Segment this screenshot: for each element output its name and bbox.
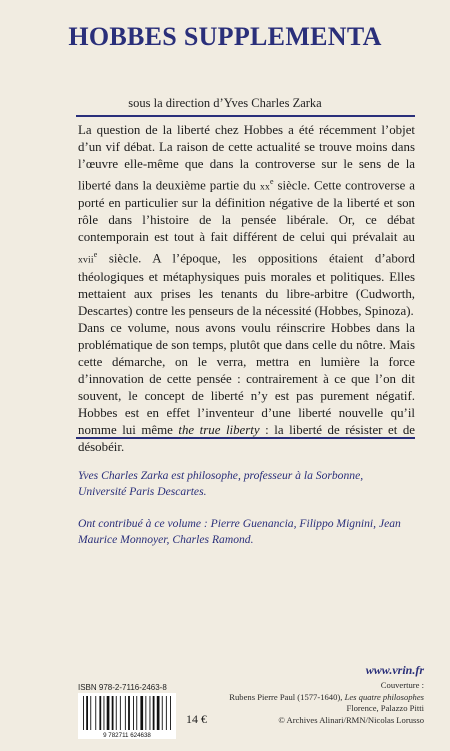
cover-credits [214, 680, 424, 726]
cover-heading: Couverture : [380, 680, 424, 690]
bottom-divider [76, 437, 415, 439]
cover-location: Florence, Palazzo Pitti [346, 703, 424, 714]
author-bio: Yves Charles Zarka est philosophe, professeur à la Sorbonne, Université Paris Descartes. [78, 469, 364, 498]
barcode [78, 693, 176, 739]
publisher-url[interactable]: www.vrin.fr [365, 663, 424, 677]
book-title: HOBBES SUPPLEMENTA [68, 22, 382, 51]
isbn-label: ISBN 978-2-7116-2463-8 [78, 683, 167, 692]
price: 14 € [186, 712, 207, 726]
cover-artwork: Rubens Pierre Paul (1577-1640), Les quatre philosophes [229, 691, 424, 702]
contributors-note: Ont contribué à ce volume : Pierre Guenancia, Filippo Mignini, Jean Maurice Monnoyer, Charles Ramond. [78, 517, 401, 546]
top-divider [76, 115, 415, 117]
cover-copyright: © Archives Alinari/RMN/Nicolas Lorusso [278, 714, 424, 725]
editor-line: sous la direction d’Yves Charles Zarka [128, 96, 322, 110]
blurb-paragraph-1: La question de la liberté chez Hobbes a été récemment l’objet d’un vif débat. La raison de cette actualité se trouve moins dans l’œuvre elle-même que dans la controverse sur le sens de la liberté dans la deuxième partie du $xx^e$ siècle. Cette controverse a porté en particulier sur la définition négative de la liberté et son rôle dans l’histoire de la pensée libérale. Or, ce débat contemporain est tout à fait différent de celui qui prévalait au xvii$^e$ siècle. A l’époque, les oppositions étaient d’abord théologiques et métaphysiques puis morales et politiques. Elles mettaient aux prises les tenants du libre-arbitre (Cudworth, Descartes) contre les penseurs de la nécessité (Hobbes, Spinoza). [78, 123, 415, 318]
blurb [78, 122, 415, 456]
barcode-number: 9 782711 624638 [103, 732, 151, 739]
blurb-paragraph-2: Dans ce volume, nous avons voulu réinscrire Hobbes dans la problématique de son temps, plutôt que dans celle du nôtre. Mais cette démarche, on le verra, mettra en lumière la force d’innovation de cette pensée : contrairement à ce que l’on dit souvent, le concept de liberté n’y est pas purement négatif. Hobbes est en effet l’inventeur d’une liberté nouvelle qu’il nomme lui même the true liberty : la liberté de résister et de désobéir. [78, 320, 415, 454]
